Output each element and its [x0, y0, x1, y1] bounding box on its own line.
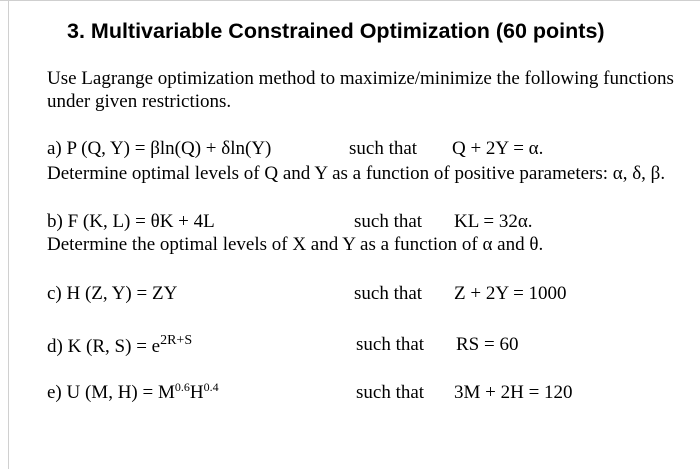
problem-c-such-that: such that	[354, 283, 423, 304]
problem-d-constraint: RS = 60	[456, 334, 519, 355]
top-border	[0, 0, 700, 1]
problem-b-constraint: KL = 32α.	[454, 211, 533, 232]
problem-b-task: Determine the optimal levels of X and Y as a function of α and θ.	[47, 234, 544, 255]
problem-c-function: c) H (Z, Y) = ZY	[47, 283, 178, 304]
problem-a-such-that: such that	[349, 138, 418, 159]
problem-d-function	[47, 333, 193, 358]
problem-e-such-that: such that	[356, 382, 425, 403]
problem-d-exponent: 2R+S	[160, 333, 193, 348]
problem-d-such-that: such that	[356, 334, 425, 355]
problem-e-exponent-m: 0.6	[174, 380, 190, 394]
problem-b-function: b) F (K, L) = θK + 4L	[47, 211, 215, 232]
problem-a-task: Determine optimal levels of Q and Y as a function of positive parameters: α, δ, β.	[47, 163, 666, 184]
problem-e-constraint: 3M + 2H = 120	[454, 382, 573, 403]
problem-d-function-base: d) K (R, S) = e	[47, 336, 161, 357]
intro-line-2: under given restrictions.	[47, 91, 232, 112]
intro-line-1: Use Lagrange optimization method to maximize/minimize the following functions	[47, 68, 674, 89]
problem-e-base-h: H	[189, 382, 204, 403]
problem-b-such-that: such that	[354, 211, 423, 232]
problem-e-exponent-h: 0.4	[203, 380, 219, 394]
problem-a-function: a) P (Q, Y) = βln(Q) + δln(Y)	[47, 138, 272, 159]
left-border	[8, 0, 9, 469]
problem-a-constraint: Q + 2Y = α.	[452, 138, 544, 159]
problem-e-function-base: e) U (M, H) = M	[47, 382, 175, 403]
section-title: 3. Multivariable Constrained Optimization (60 points)	[67, 19, 605, 43]
problem-c-constraint: Z + 2Y = 1000	[454, 283, 567, 304]
problem-e-function	[47, 382, 219, 404]
